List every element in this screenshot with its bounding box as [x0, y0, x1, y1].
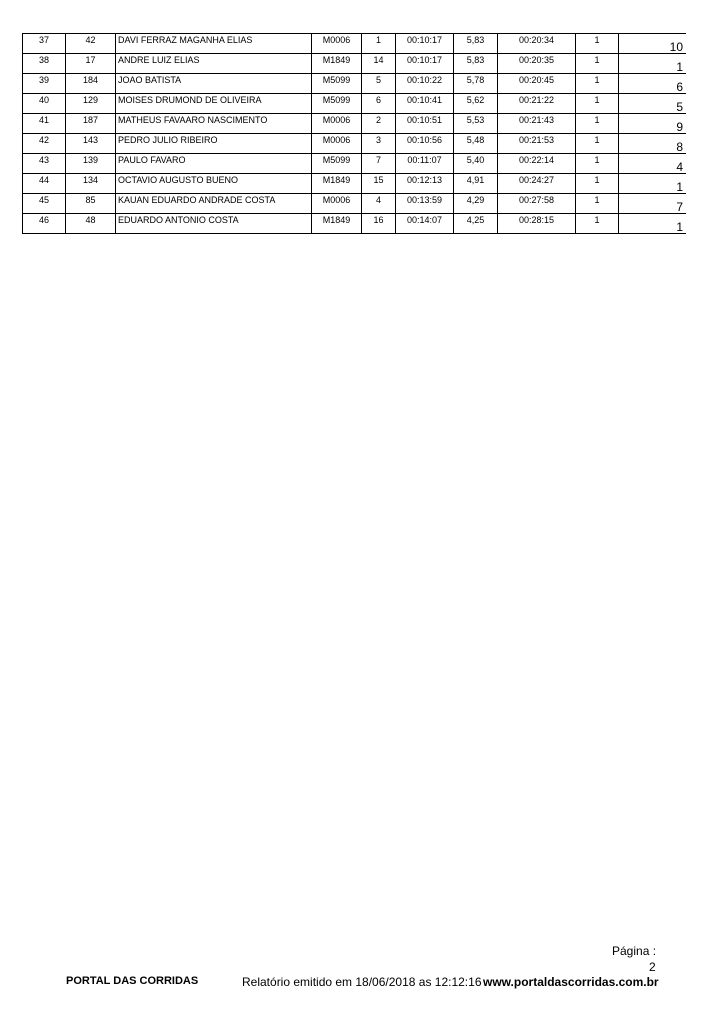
extra-value: 1	[676, 60, 683, 74]
athlete-name-cell: OCTAVIO AUGUSTO BUENO	[116, 174, 312, 194]
portal-name: PORTAL DAS CORRIDAS	[66, 975, 199, 987]
category-cell: M0006	[312, 114, 362, 134]
bib-number-cell: 48	[66, 214, 116, 234]
category-position-cell: 7	[362, 154, 396, 174]
laps-cell: 1	[576, 54, 619, 74]
total-time-cell: 00:27:58	[498, 194, 576, 214]
bib-number-cell: 42	[66, 34, 116, 54]
athlete-name-cell: JOAO BATISTA	[116, 74, 312, 94]
athlete-name-cell: ANDRE LUIZ ELIAS	[116, 54, 312, 74]
total-time-cell: 00:21:53	[498, 134, 576, 154]
extra-value-cell	[619, 174, 687, 194]
time-cell: 00:11:07	[396, 154, 454, 174]
overall-position-cell: 41	[23, 114, 66, 134]
laps-cell: 1	[576, 94, 619, 114]
overall-position-cell: 38	[23, 54, 66, 74]
category-cell: M1849	[312, 214, 362, 234]
table-row	[23, 54, 687, 74]
bib-number-cell: 187	[66, 114, 116, 134]
extra-value-cell	[619, 194, 687, 214]
report-timestamp: Relatório emitido em 18/06/2018 as 12:12:16	[242, 975, 482, 989]
bib-number-cell: 184	[66, 74, 116, 94]
extra-value-cell	[619, 34, 687, 54]
total-time-cell: 00:20:35	[498, 54, 576, 74]
total-time-cell: 00:24:27	[498, 174, 576, 194]
bib-number-cell: 143	[66, 134, 116, 154]
category-position-cell: 2	[362, 114, 396, 134]
laps-cell: 1	[576, 174, 619, 194]
laps-cell: 1	[576, 114, 619, 134]
category-cell: M5099	[312, 74, 362, 94]
table-row	[23, 214, 687, 234]
table-row	[23, 194, 687, 214]
category-cell: M0006	[312, 34, 362, 54]
bib-number-cell: 17	[66, 54, 116, 74]
total-time-cell: 00:20:34	[498, 34, 576, 54]
results-body	[23, 34, 687, 234]
time-cell: 00:10:51	[396, 114, 454, 134]
category-position-cell: 14	[362, 54, 396, 74]
bib-number-cell: 129	[66, 94, 116, 114]
total-time-cell: 00:20:45	[498, 74, 576, 94]
pace-cell: 5,48	[454, 134, 498, 154]
extra-value: 4	[676, 160, 683, 174]
overall-position-cell: 43	[23, 154, 66, 174]
extra-value: 8	[676, 140, 683, 154]
table-row	[23, 74, 687, 94]
extra-value: 1	[676, 220, 683, 234]
laps-cell: 1	[576, 74, 619, 94]
table-row	[23, 154, 687, 174]
pace-cell: 5,78	[454, 74, 498, 94]
extra-value-cell	[619, 94, 687, 114]
pace-cell: 5,83	[454, 34, 498, 54]
time-cell: 00:10:56	[396, 134, 454, 154]
overall-position-cell: 39	[23, 74, 66, 94]
pace-cell: 5,62	[454, 94, 498, 114]
pace-cell: 4,29	[454, 194, 498, 214]
table-row	[23, 134, 687, 154]
category-position-cell: 5	[362, 74, 396, 94]
athlete-name-cell: DAVI FERRAZ MAGANHA ELIAS	[116, 34, 312, 54]
laps-cell: 1	[576, 134, 619, 154]
category-cell: M5099	[312, 154, 362, 174]
athlete-name-cell: PAULO FAVARO	[116, 154, 312, 174]
extra-value: 9	[676, 120, 683, 134]
extra-value: 5	[676, 100, 683, 114]
page-number: 2	[649, 960, 656, 974]
extra-value: 7	[676, 200, 683, 214]
time-cell: 00:13:59	[396, 194, 454, 214]
overall-position-cell: 46	[23, 214, 66, 234]
pace-cell: 5,83	[454, 54, 498, 74]
time-cell: 00:12:13	[396, 174, 454, 194]
overall-position-cell: 42	[23, 134, 66, 154]
overall-position-cell: 40	[23, 94, 66, 114]
category-cell: M0006	[312, 134, 362, 154]
athlete-name-cell: PEDRO JULIO RIBEIRO	[116, 134, 312, 154]
bib-number-cell: 134	[66, 174, 116, 194]
athlete-name-cell: MATHEUS FAVAARO NASCIMENTO	[116, 114, 312, 134]
extra-value: 10	[669, 40, 683, 54]
category-position-cell: 4	[362, 194, 396, 214]
laps-cell: 1	[576, 194, 619, 214]
total-time-cell: 00:21:43	[498, 114, 576, 134]
extra-value-cell	[619, 134, 687, 154]
results-table	[22, 33, 686, 234]
page-label: Página :	[612, 944, 657, 958]
website-link[interactable]: www.portaldascorridas.com.br	[483, 975, 659, 989]
table-row	[23, 34, 687, 54]
time-cell: 00:10:22	[396, 74, 454, 94]
pace-cell: 4,91	[454, 174, 498, 194]
table-row	[23, 174, 687, 194]
category-position-cell: 16	[362, 214, 396, 234]
laps-cell: 1	[576, 154, 619, 174]
total-time-cell: 00:21:22	[498, 94, 576, 114]
extra-value-cell	[619, 114, 687, 134]
category-cell: M0006	[312, 194, 362, 214]
pace-cell: 4,25	[454, 214, 498, 234]
table-row	[23, 114, 687, 134]
time-cell: 00:14:07	[396, 214, 454, 234]
athlete-name-cell: EDUARDO ANTONIO COSTA	[116, 214, 312, 234]
extra-value-cell	[619, 74, 687, 94]
laps-cell: 1	[576, 34, 619, 54]
time-cell: 00:10:41	[396, 94, 454, 114]
overall-position-cell: 45	[23, 194, 66, 214]
overall-position-cell: 37	[23, 34, 66, 54]
time-cell: 00:10:17	[396, 54, 454, 74]
category-cell: M1849	[312, 174, 362, 194]
category-cell: M5099	[312, 94, 362, 114]
extra-value: 6	[676, 80, 683, 94]
bib-number-cell: 139	[66, 154, 116, 174]
category-position-cell: 6	[362, 94, 396, 114]
bib-number-cell: 85	[66, 194, 116, 214]
total-time-cell: 00:28:15	[498, 214, 576, 234]
pace-cell: 5,40	[454, 154, 498, 174]
extra-value-cell	[619, 214, 687, 234]
overall-position-cell: 44	[23, 174, 66, 194]
category-position-cell: 1	[362, 34, 396, 54]
extra-value: 1	[676, 180, 683, 194]
total-time-cell: 00:22:14	[498, 154, 576, 174]
extra-value-cell	[619, 154, 687, 174]
category-cell: M1849	[312, 54, 362, 74]
category-position-cell: 15	[362, 174, 396, 194]
pace-cell: 5,53	[454, 114, 498, 134]
category-position-cell: 3	[362, 134, 396, 154]
extra-value-cell	[619, 54, 687, 74]
table-row	[23, 94, 687, 114]
athlete-name-cell: KAUAN EDUARDO ANDRADE COSTA	[116, 194, 312, 214]
laps-cell: 1	[576, 214, 619, 234]
time-cell: 00:10:17	[396, 34, 454, 54]
athlete-name-cell: MOISES DRUMOND DE OLIVEIRA	[116, 94, 312, 114]
